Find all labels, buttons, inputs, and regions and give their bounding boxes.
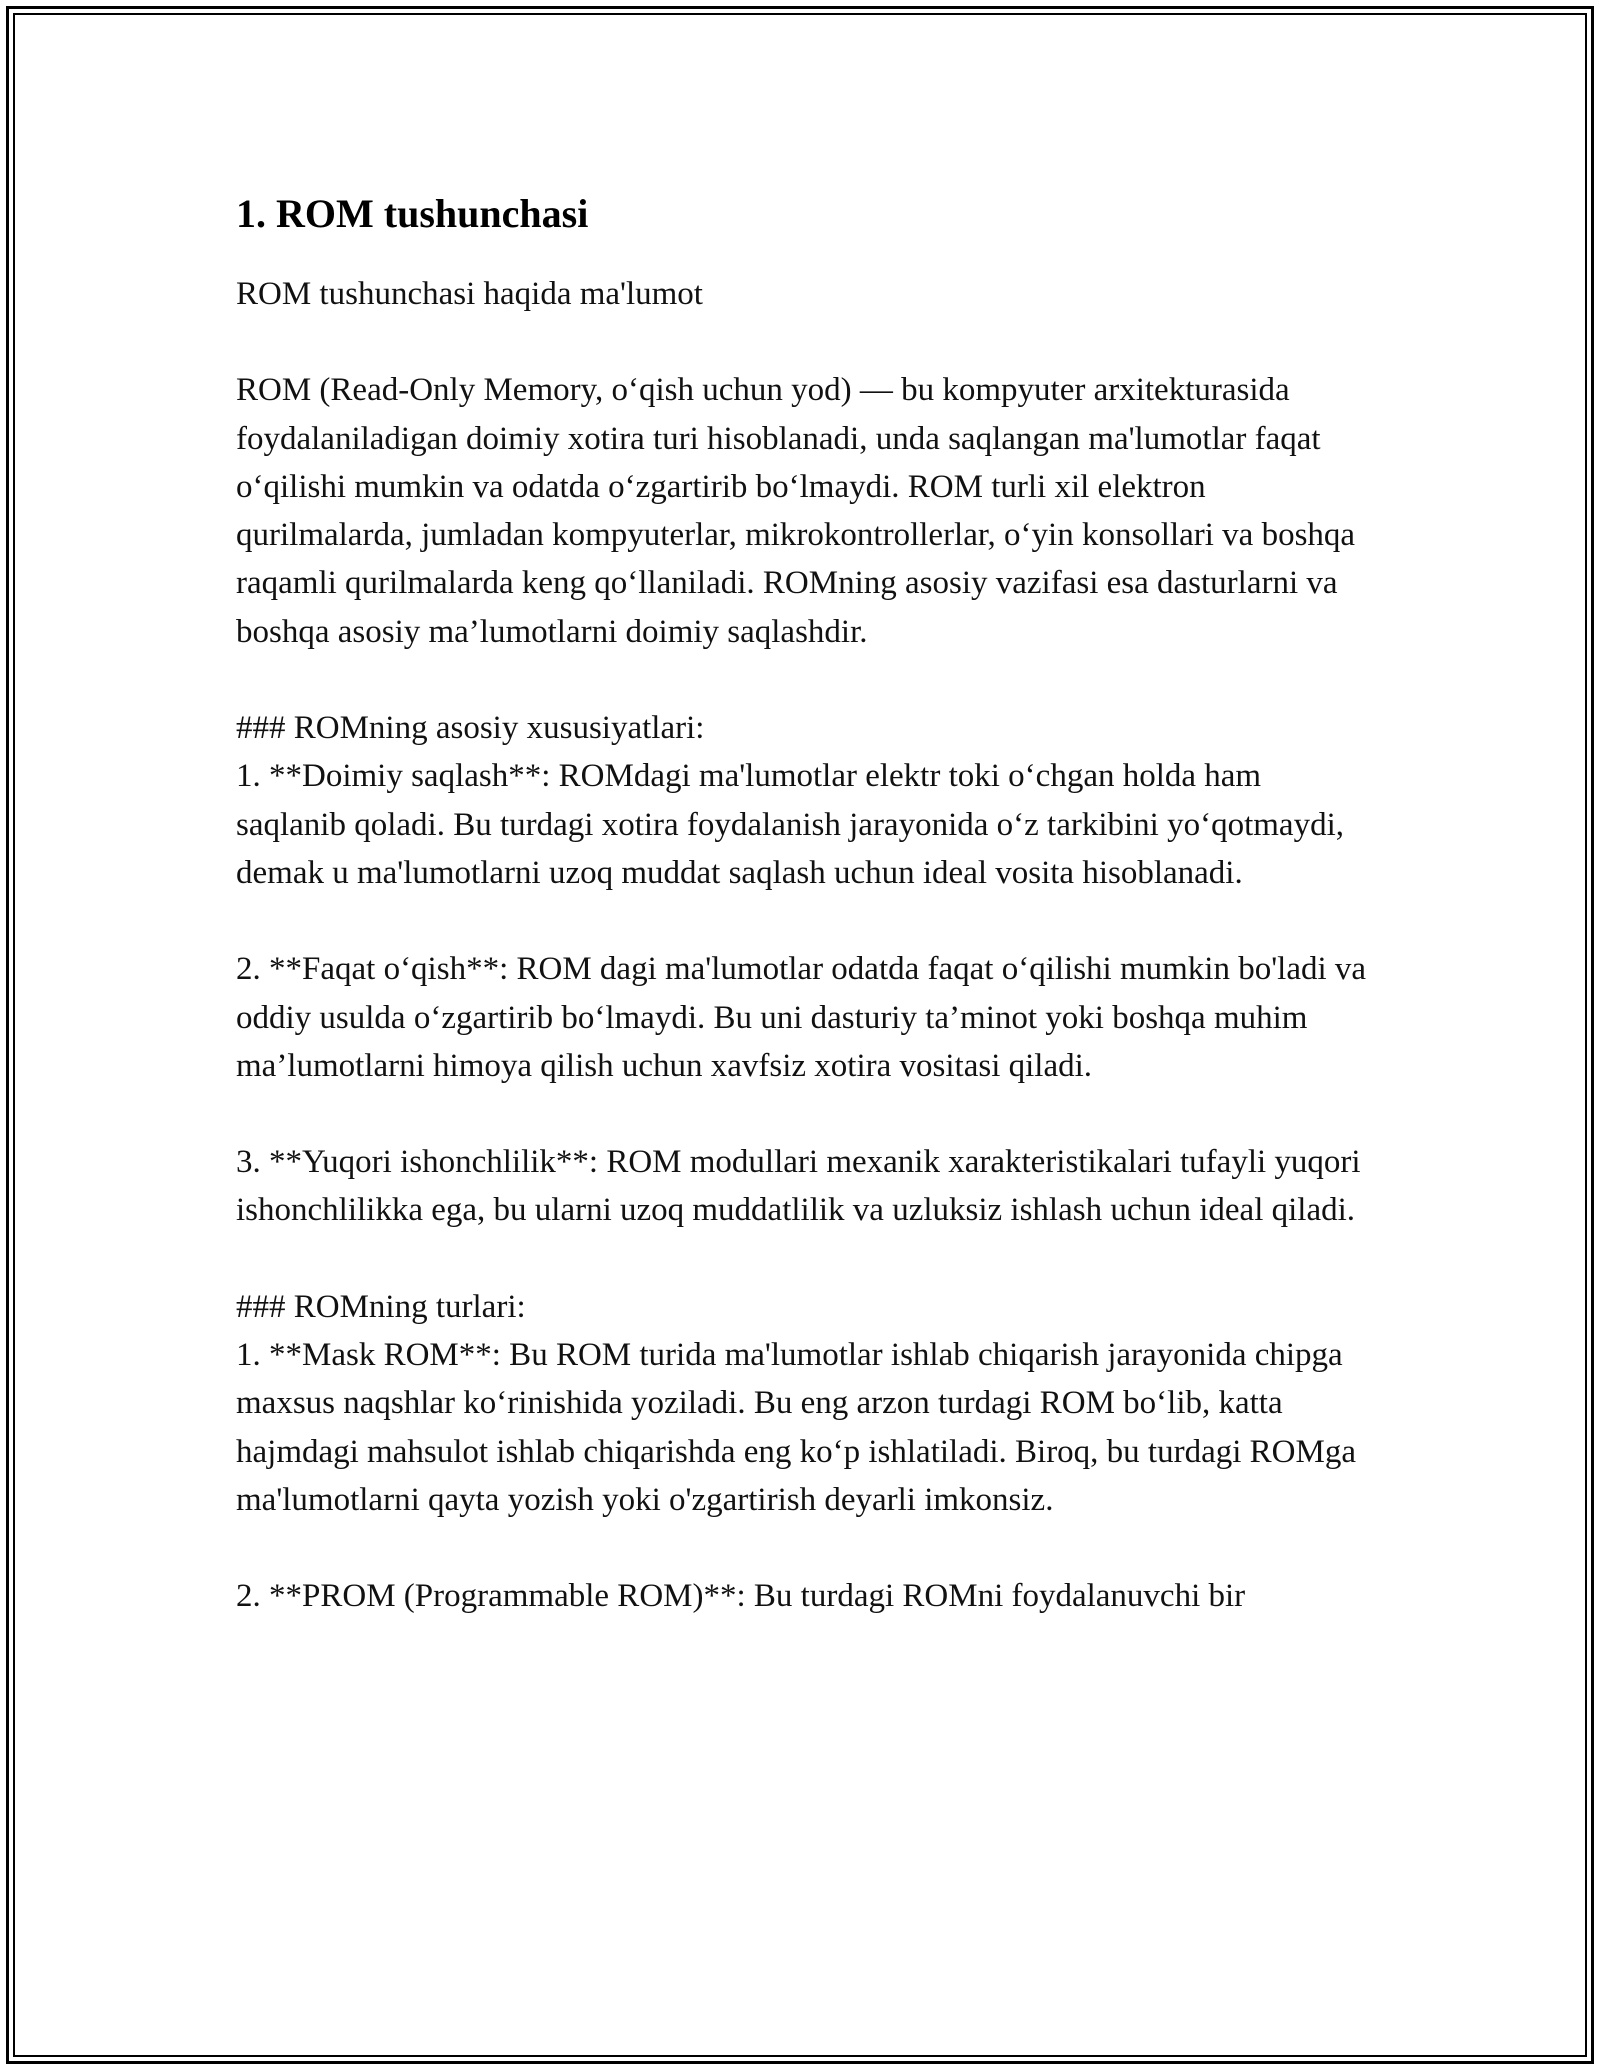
section-heading-features: ### ROMning asosiy xususiyatlari: (236, 710, 705, 747)
document-body (236, 186, 1376, 1621)
intro-paragraph: ROM (Read-Only Memory, o‘qish uchun yod) — bu kompyuter arxitekturasida foydalaniladigan doimiy xotira turi hisoblanadi, unda saqlangan ma'lumotlar faqat o‘qilishi mumkin va odatda o‘zgartirib bo‘lmaydi. ROM turli xil elektron qurilmalarda, jumladan kompyuterlar, mikrokontrollerlar, o‘yin konsollari va boshqa raqamli qurilmalarda keng qo‘llaniladi. ROMning asosiy vazifasi esa dasturlarni va boshqa asosiy ma’lumotlarni doimiy saqlashdir. (236, 372, 1356, 650)
document-subtitle: ROM tushunchasi haqida ma'lumot (236, 276, 703, 312)
document-title: 1. ROM tushunchasi (236, 191, 589, 236)
type-item-2: 2. **PROM (Programmable ROM)**: Bu turdagi ROMni foydalanuvchi bir (236, 1578, 1246, 1615)
section-heading-types: ### ROMning turlari: (236, 1288, 526, 1325)
feature-item-3: 3. **Yuqori ishonchlilik**: ROM modullari mexanik xarakteristikalari tufayli yuqori ishonchlilikka ega, bu ularni uzoq muddatlilik va uzluksiz ishlash uchun ideal qiladi. (236, 1144, 1361, 1229)
type-item-1: 1. **Mask ROM**: Bu ROM turida ma'lumotlar ishlab chiqarish jarayonida chipga maxsus naqshlar ko‘rinishida yoziladi. Bu eng arzon turdagi ROM bo‘lib, katta hajmdagi mahsulot ishlab chiqarishda eng ko‘p ishlatiladi. Biroq, bu turdagi ROMga ma'lumotlarni qayta yozish yoki o'zgartirish deyarli imkonsiz. (236, 1337, 1356, 1518)
feature-item-2: 2. **Faqat o‘qish**: ROM dagi ma'lumotlar odatda faqat o‘qilishi mumkin bo'ladi va oddiy usulda o‘zgartirib bo‘lmaydi. Bu uni dasturiy ta’minot yoki boshqa muhim ma’lumotlarni himoya qilish uchun xavfsiz xotira vositasi qiladi. (236, 951, 1367, 1084)
feature-item-1: 1. **Doimiy saqlash**: ROMdagi ma'lumotlar elektr toki o‘chgan holda ham saqlanib qoladi. Bu turdagi xotira foydalanish jarayonida o‘z tarkibini yo‘qotmaydi, demak u ma'lumotlarni uzoq muddat saqlash uchun ideal vosita hisoblanadi. (236, 758, 1344, 891)
